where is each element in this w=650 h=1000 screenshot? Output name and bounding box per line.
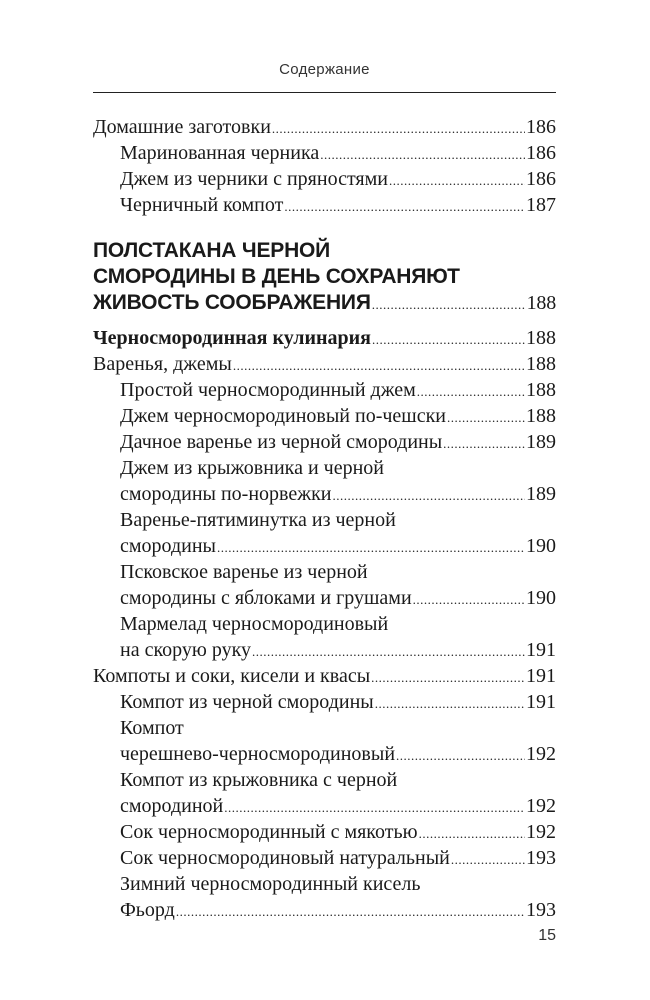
toc-entry-pickled-blueberry[interactable] [93,140,556,166]
toc-entry-czech-jam[interactable] [93,403,556,429]
dot-leader [272,116,525,142]
dot-leader [451,847,525,873]
dot-leader [417,379,525,405]
toc-entry-title: смородины с яблоками и грушами [120,587,412,609]
toc-entry-title: Домашние заготовки [93,116,271,138]
table-of-contents [93,114,556,923]
dot-leader [413,587,525,613]
toc-entry-page: 191 [526,639,556,661]
toc-entry-blueberry-compote[interactable] [93,192,556,218]
toc-entry-five-minute-jam[interactable] [93,533,556,559]
toc-entry-first-line: Зимний черносмородинный кисель [120,873,421,895]
toc-entry-page: 188 [526,327,556,349]
toc-entry-title: смородиной [120,795,224,817]
toc-entry-title: Компот из черной смородины [120,691,374,713]
toc-entry-page: 187 [526,194,556,216]
toc-entry-simple-jam[interactable] [93,377,556,403]
toc-entry-page: 193 [526,899,556,921]
dot-leader [284,194,525,220]
toc-entry-gooseberry-compote[interactable] [93,793,556,819]
toc-entry-norway-jam[interactable] [93,481,556,507]
toc-entry-page: 190 [526,535,556,557]
toc-entry-title: Маринованная черника [120,142,320,164]
toc-entry-compotes-juices[interactable] [93,663,556,689]
toc-entry-page: 188 [526,353,556,375]
toc-entry-page: 186 [526,142,556,164]
dot-leader [396,743,525,769]
toc-entry-blueberry-jam-spices[interactable] [93,166,556,192]
dot-leader [320,142,525,168]
toc-entry-cherry-compote[interactable] [93,741,556,767]
section-heading-line-1: ПОЛСТАКАНА ЧЕРНОЙ [93,239,331,262]
toc-entry-page: 186 [526,116,556,138]
toc-entry-page: 190 [526,587,556,609]
toc-entry-title: смородины [120,535,216,557]
toc-entry-page: 189 [526,431,556,453]
toc-entry-title: Черносмородинная кулинария [93,327,371,349]
toc-entry-title: Джем из черники с пряностями [120,168,388,190]
toc-entry-title: Черничный компот [120,194,284,216]
dot-leader [233,353,525,379]
dot-leader [443,431,525,457]
section-heading-entry[interactable] [93,290,556,316]
toc-entry-title: черешнево-черносмородиновый [120,743,396,765]
toc-entry-page: 188 [526,292,556,314]
toc-entry-first-line: Псковское варенье из черной [120,561,368,583]
toc-entry-first-line: Мармелад черносмородиновый [120,613,389,635]
toc-entry-title: Джем черносмородиновый по-чешски [120,405,446,427]
toc-entry-pskov-jam[interactable] [93,585,556,611]
toc-entry-page: 193 [526,847,556,869]
toc-entry-title: Фьорд [120,899,175,921]
toc-entry-page: 192 [526,743,556,765]
toc-entry-first-line: Варенье-пятиминутка из черной [120,509,396,531]
dot-leader [372,327,525,353]
toc-entry-title: смородины по-норвежки [120,483,332,505]
toc-entry-page: 192 [526,795,556,817]
toc-entry-first-line: Джем из крыжовника и черной [120,457,384,479]
running-header: Содержание [279,61,370,78]
toc-entry-page: 189 [526,483,556,505]
toc-entry-fjord-kissel[interactable] [93,897,556,923]
toc-entry-first-line: Компот [120,717,184,739]
toc-entry-marmalade[interactable] [93,637,556,663]
toc-entry-blackcurrant-cooking[interactable] [93,325,556,351]
dot-leader [389,168,525,194]
dot-leader [371,665,525,691]
dot-leader [176,899,525,925]
toc-entry-blackcurrant-compote[interactable] [93,689,556,715]
dot-leader [419,821,525,847]
toc-entry-dacha-jam[interactable] [93,429,556,455]
toc-entry-title: Сок черносмородиновый натуральный [120,847,450,869]
toc-entry-title: Варенья, джемы [93,353,232,375]
toc-entry-title: на скорую руку [120,639,252,661]
toc-entry-natural-juice[interactable] [93,845,556,871]
toc-entry-first-line: Компот из крыжовника с черной [120,769,398,791]
section-heading-line-2: СМОРОДИНЫ В ДЕНЬ СОХРАНЯЮТ [93,265,460,288]
dot-leader [372,292,526,318]
toc-entry-page: 191 [526,691,556,713]
toc-entry-pulp-juice[interactable] [93,819,556,845]
toc-entry-page: 191 [526,665,556,687]
toc-entry-page: 188 [526,405,556,427]
header-divider [93,92,556,93]
toc-entry-page: 188 [526,379,556,401]
dot-leader [224,795,525,821]
dot-leader [332,483,525,509]
spacer [93,218,556,238]
dot-leader [375,691,525,717]
toc-entry-title: Компоты и соки, кисели и квасы [93,665,371,687]
dot-leader [447,405,525,431]
toc-entry-home-preserves[interactable] [93,114,556,140]
page-number: 15 [538,927,556,944]
toc-entry-title: Дачное варенье из черной смородины [120,431,443,453]
toc-entry-page: 192 [526,821,556,843]
dot-leader [252,639,525,665]
toc-entry-jams[interactable] [93,351,556,377]
toc-entry-page: 186 [526,168,556,190]
toc-entry-title: Простой черносмородинный джем [120,379,416,401]
section-heading-line-3: ЖИВОСТЬ СООБРАЖЕНИЯ [93,291,371,314]
toc-entry-title: Сок черносмородинный с мякотью [120,821,418,843]
dot-leader [217,535,525,561]
